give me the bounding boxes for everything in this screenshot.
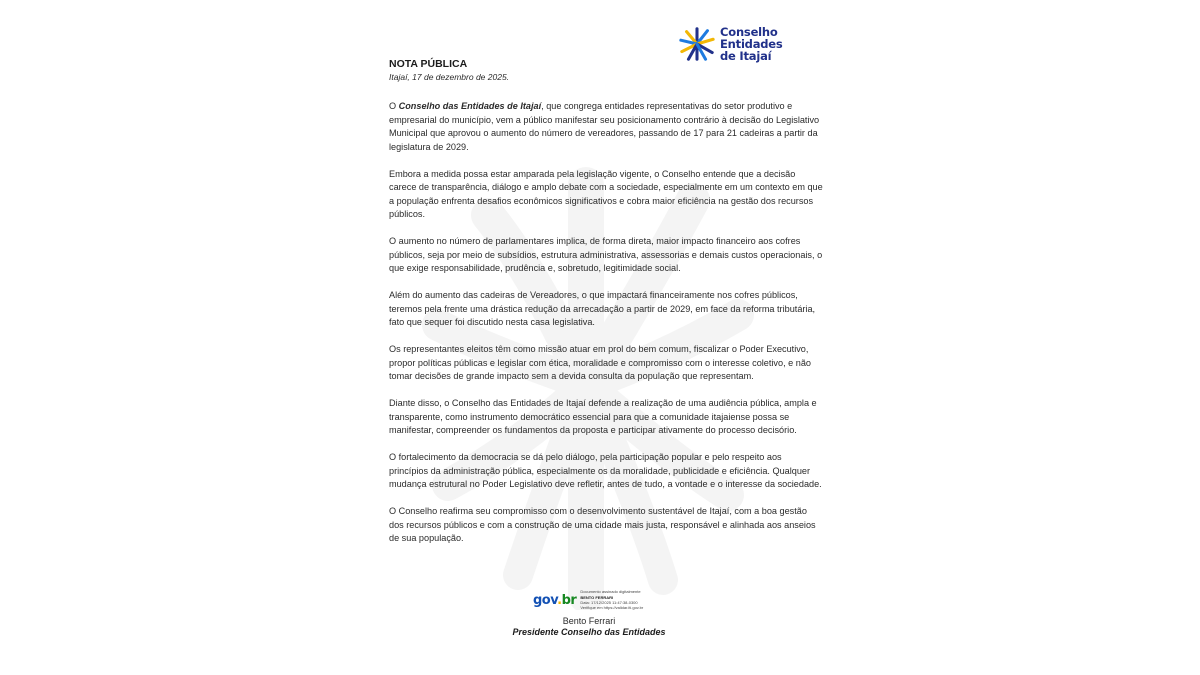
paragraph-8: O Conselho reafirma seu compromisso com o desenvolvimento sustentável de Itajaí, com a boa gestão dos recursos públicos e com a construção de uma cidade mais justa, responsável e alinhada aos anseios de sua população. [389,506,816,543]
govbr-logo [533,594,576,607]
paragraph-5: Os representantes eleitos têm como missão atuar em prol do bem comum, fiscalizar o Poder Executivo, propor políticas públicas e legislar com ética, moralidade e compromisso com o interesse coletivo, e não tomar decisões de grande impacto sem a devida consulta da população que representam. [389,344,811,381]
logo-line-1: Conselho [720,25,778,39]
logo-line-3: de Itajaí [720,49,772,63]
conselho-logo [678,24,783,64]
logo-line-2: Entidades [720,37,783,51]
signature-note: Documento assinado digitalmente [580,589,641,595]
paragraph-4: Além do aumento das cadeiras de Vereadores, o que impactará financeiramente nos cofres públicos, teremos pela frente uma drástica redução da arrecadação a partir de 2029, em face da reforma tributária, fato que sequer foi discutido nesta casa legislativa. [389,290,816,327]
paragraph-3: O aumento no número de parlamentares implica, de forma direta, maior impacto financeiro aos cofres públicos, seja por meio de subsídios, estrutura administrativa, assessorias e demais custos operacionais, o que exige responsabilidade, prudência e, sobretudo, legitimidade social. [389,236,823,273]
paragraph-1-lead: O [389,101,399,111]
logo-wordmark [720,26,783,62]
signature-signer: BENTO FERRARI [580,594,614,600]
govbr-logo-dot: . [557,592,562,608]
signatory-name: Bento Ferrari [562,616,616,626]
document-date: Itajaí, 17 de dezembro de 2025. [389,72,510,82]
govbr-logo-br: br [561,592,577,608]
signatory-role: Presidente Conselho das Entidades [512,627,666,637]
digital-signature-stamp [533,587,643,613]
organization-name: Conselho das Entidades de Itajaí [398,101,542,111]
govbr-logo-gov: gov [533,592,558,608]
signature-verify-link: Verifique em https://validar.iti.gov.br [580,605,644,611]
starburst-logo-icon [678,25,716,63]
paragraph-1 [389,100,823,154]
document-body [389,100,823,559]
paragraph-6: Diante disso, o Conselho das Entidades de Itajaí defende a realização de uma audiência pública, ampla e transparente, como instrumento democrático essencial para que a comunidade itajaiense possa se manifestar, compreender os fundamentos da proposta e participar ativamente do processo decisório. [389,398,817,435]
paragraph-2: Embora a medida possa estar amparada pela legislação vigente, o Conselho entende que a decisão carece de transparência, diálogo e amplo debate com a sociedade, especialmente em um contexto em que a população enfrenta desafios econômicos significativos e cobra maior eficiência na gestão dos recursos públicos. [389,168,823,219]
signature-date: Data: 17/12/2025 11:47:38-0300 [580,600,638,605]
paragraph-7: O fortalecimento da democracia se dá pelo diálogo, pela participação popular e pelo respeito aos princípios da administração pública, especialmente os da moralidade, publicidade e eficiência. Qualquer mudança estrutural no Poder Legislativo deve refletir, antes de tudo, a vontade e o interesse da sociedade. [389,452,822,489]
paragraph-1-text: , que congrega entidades representativas do setor produtivo e empresarial do município, vem a público manifestar seu posicionamento contrário à decisão do Legislativo Municipal que aprovou o aumento do número de vereadores, passando de 17 para 21 cadeiras a partir da legislatura de 2029. [389,101,820,152]
signature-details [580,589,643,611]
document-title: NOTA PÚBLICA [389,58,468,70]
